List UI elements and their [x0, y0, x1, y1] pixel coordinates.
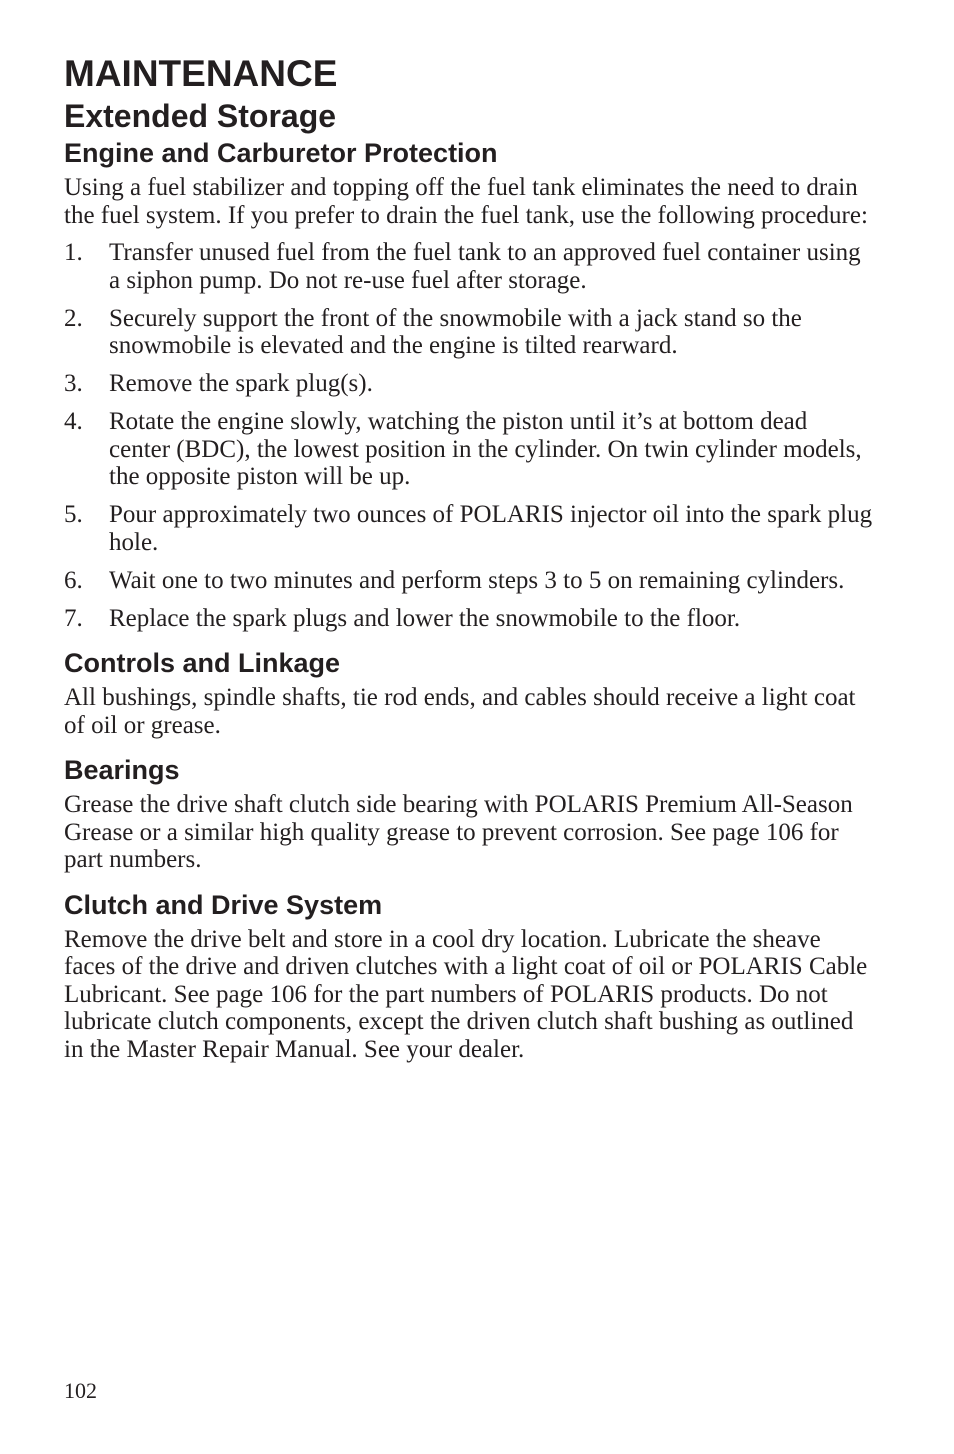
step-text: Rotate the engine slowly, watching the piston until it’s at bottom dead center (BDC), the lowest position in the cylinder. On twin cylinder models, the opposite piston will be up. — [109, 408, 862, 490]
bearings-text: Grease the drive shaft clutch side bearing with POLARIS Premium All-Season Grease or a similar high quality grease to prevent corrosion. See page 106 for part numbers. — [64, 791, 853, 873]
engine-intro: Using a fuel stabilizer and topping off the fuel tank eliminates the need to drain the fuel system. If you prefer to drain the fuel tank, use the following procedure: — [64, 174, 868, 229]
step-number: 6. — [64, 566, 83, 594]
list-item — [64, 605, 874, 633]
step-text: Wait one to two minutes and perform steps 3 to 5 on remaining cylinders. — [109, 566, 845, 594]
list-item — [64, 370, 874, 398]
procedure-list — [64, 239, 874, 632]
page-number: 102 — [64, 1378, 97, 1403]
engine-heading: Engine and Carburetor Protection — [64, 138, 498, 168]
list-item — [64, 567, 874, 595]
controls-text: All bushings, spindle shafts, tie rod ends, and cables should receive a light coat of oil or grease. — [64, 684, 856, 739]
list-item — [64, 408, 874, 491]
clutch-heading: Clutch and Drive System — [64, 889, 383, 920]
list-item — [64, 239, 874, 294]
controls-heading: Controls and Linkage — [64, 648, 341, 678]
list-item — [64, 305, 874, 360]
clutch-text: Remove the drive belt and store in a cool dry location. Lubricate the sheave faces of the drive and driven clutches with a light coat of oil or POLARIS Cable Lubricant. See page 106 for the part numbers of POLARIS products. Do not lubricate clutch components, except the driven clutch shaft bushing as outlined in the Master Repair Manual. See your dealer. — [64, 925, 868, 1063]
step-number: 2. — [64, 304, 83, 332]
step-number: 4. — [64, 408, 83, 435]
list-item — [64, 501, 874, 556]
bearings-heading: Bearings — [64, 755, 180, 785]
step-text: Transfer unused fuel from the fuel tank to an approved fuel container using a siphon pump. Do not re-use fuel after storage. — [109, 239, 861, 294]
step-text: Pour approximately two ounces of POLARIS injector oil into the spark plug hole. — [109, 501, 873, 556]
page-content — [64, 52, 874, 1063]
subsection-title: Extended Storage — [64, 98, 337, 134]
section-title: MAINTENANCE — [64, 53, 338, 94]
step-text: Securely support the front of the snowmobile with a jack stand so the snowmobile is elevated and the engine is tilted rearward. — [109, 304, 802, 359]
step-text: Remove the spark plug(s). — [109, 370, 373, 397]
step-number: 3. — [64, 370, 83, 397]
step-number: 5. — [64, 501, 83, 528]
step-number: 7. — [64, 604, 83, 632]
step-number: 1. — [64, 239, 83, 266]
step-text: Replace the spark plugs and lower the snowmobile to the floor. — [109, 604, 741, 632]
